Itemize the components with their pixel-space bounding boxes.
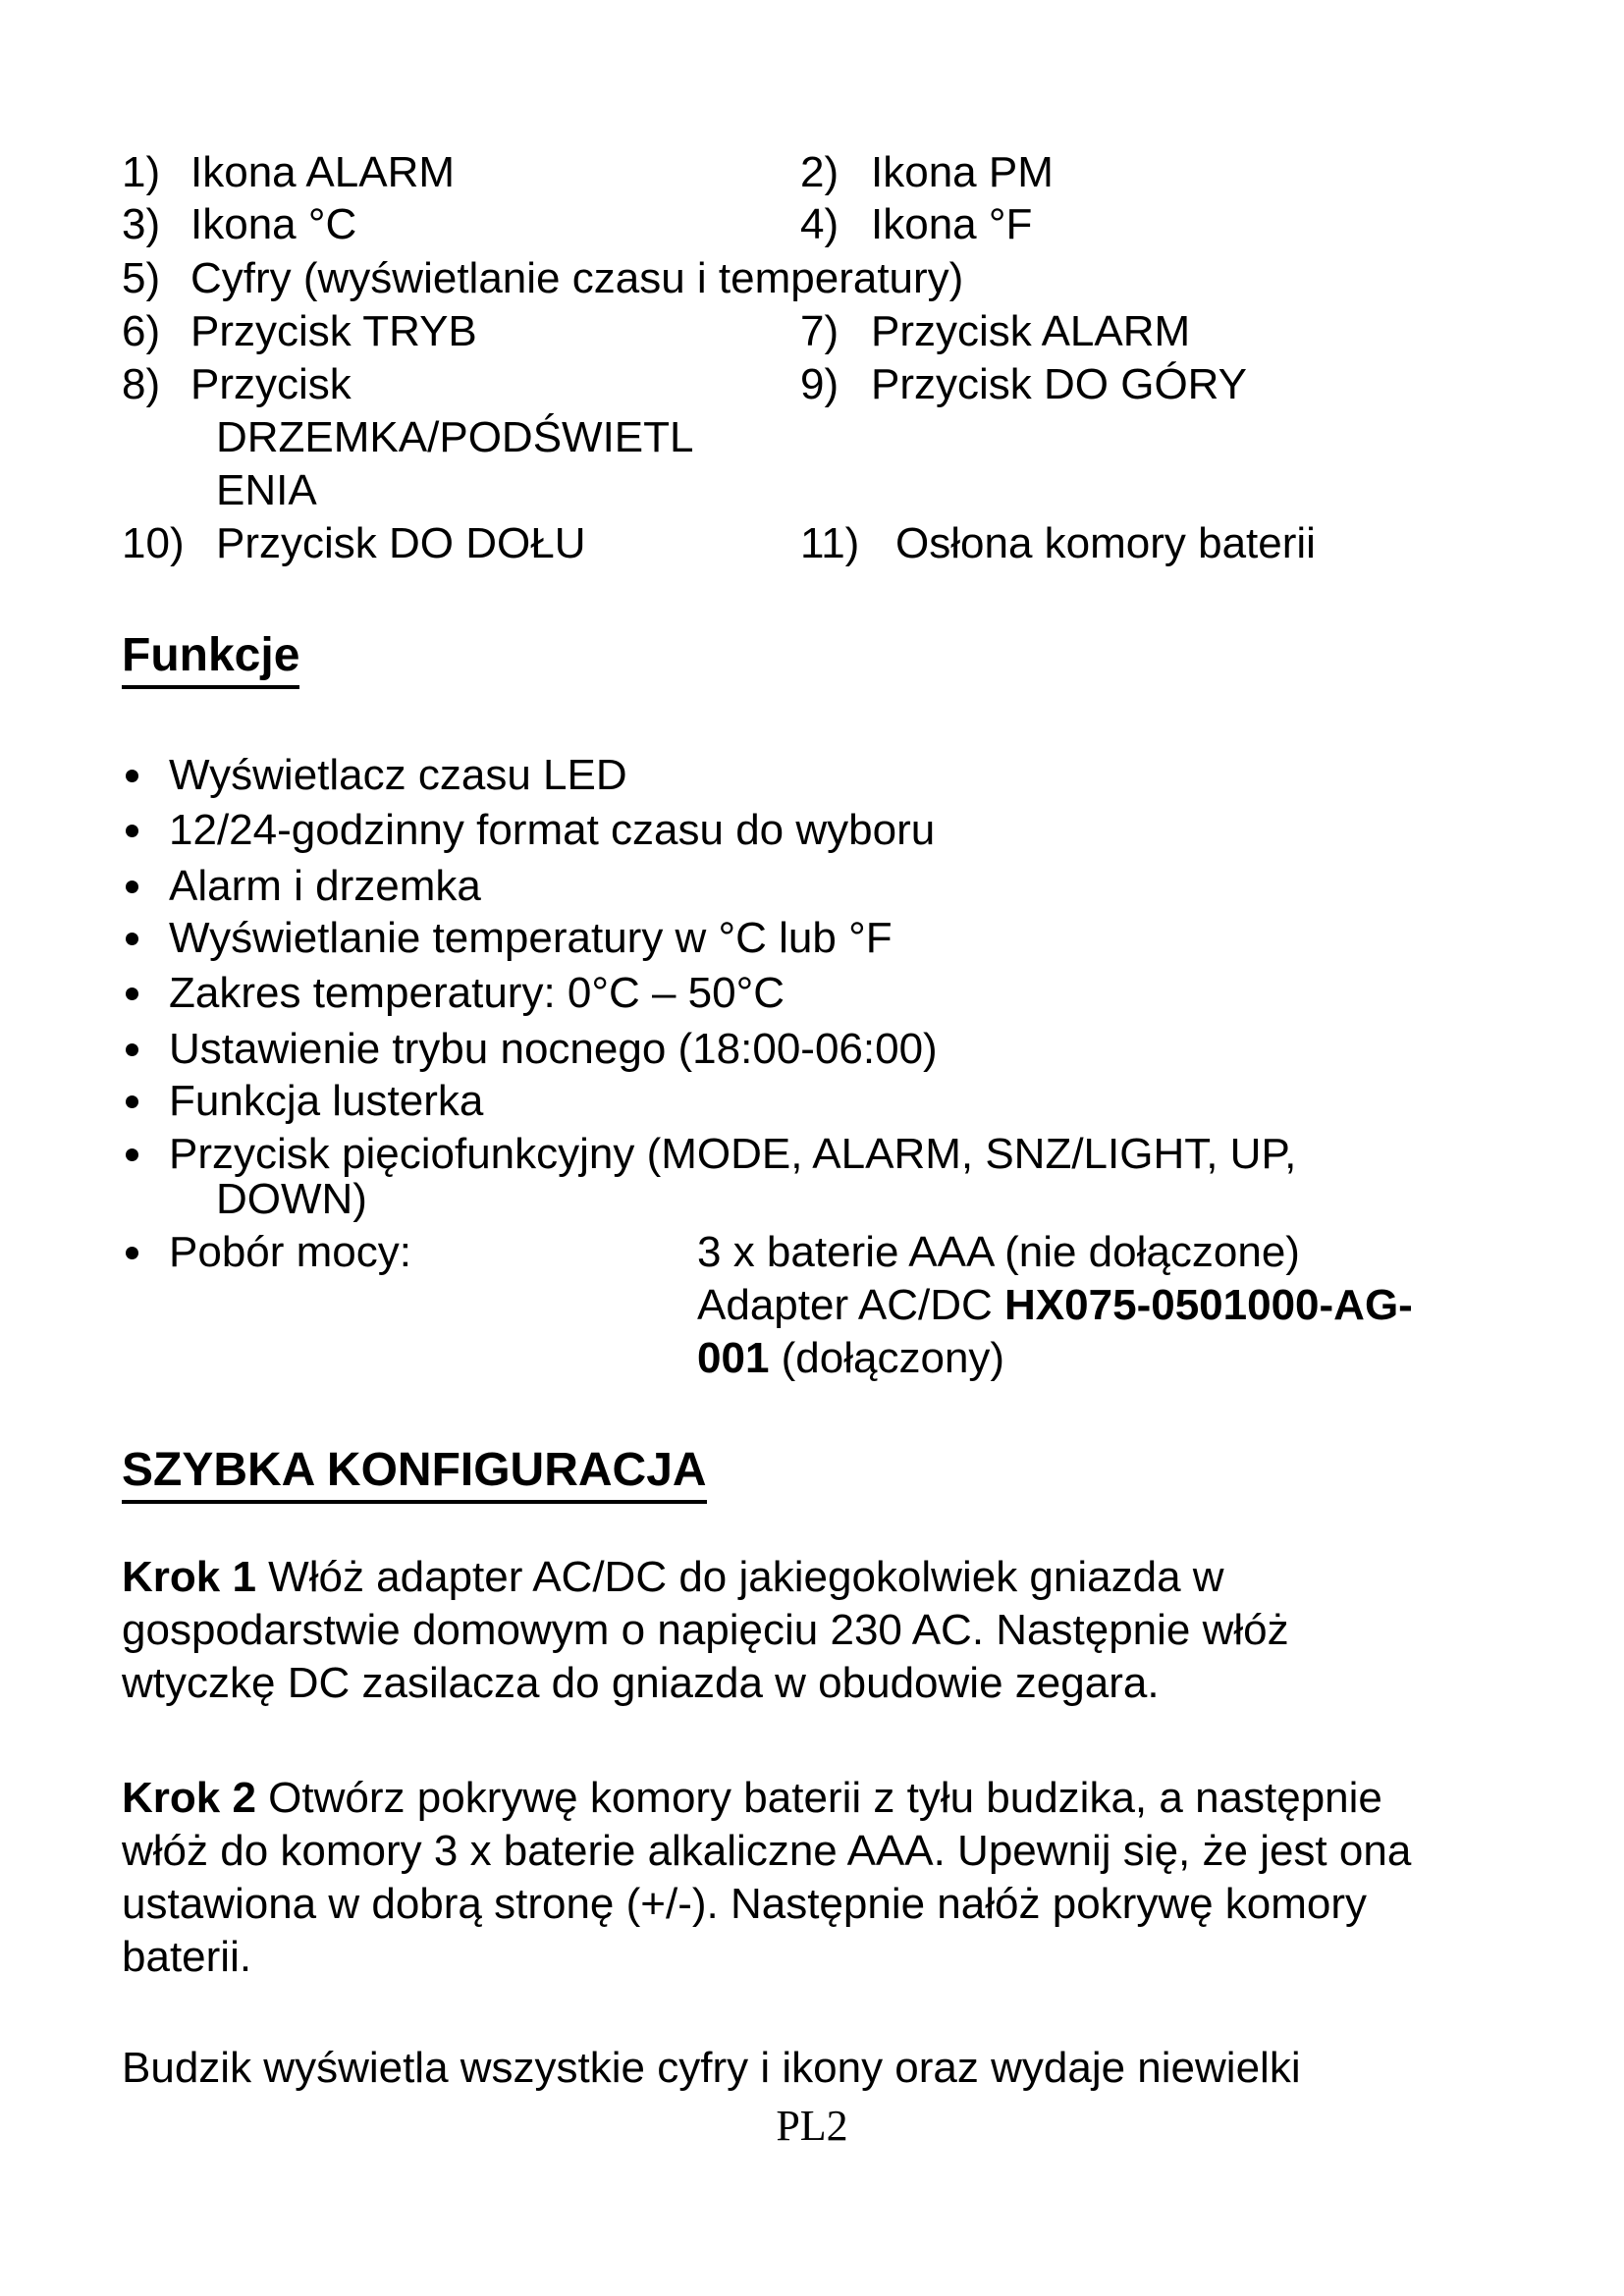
part-label: Osłona komory baterii: [895, 519, 1316, 567]
part-number: 11): [800, 519, 860, 567]
bullet-icon: [126, 1247, 138, 1259]
step-2-label: Krok 2: [122, 1774, 256, 1822]
bullet-icon: [126, 1095, 138, 1108]
part-label: Przycisk: [190, 360, 352, 408]
bullet-icon: [126, 770, 138, 782]
bullet-icon: [126, 1148, 138, 1161]
bullet-icon: [126, 933, 138, 945]
part-number: 10): [122, 519, 185, 567]
page-number: PL2: [776, 2102, 848, 2150]
bullet-icon: [126, 881, 138, 893]
power-label: Pobór mocy:: [169, 1228, 411, 1276]
part-number: 7): [800, 307, 839, 355]
power-adapter-cont: 001 (dołączony): [697, 1334, 1005, 1382]
feature-item-cont: DOWN): [216, 1175, 367, 1223]
feature-item: Przycisk pięciofunkcyjny (MODE, ALARM, SNZ/LIGHT, UP,: [169, 1130, 1297, 1178]
part-label: Przycisk DO GÓRY: [871, 360, 1248, 408]
part-number: 9): [800, 360, 839, 408]
part-label: Ikona °C: [190, 200, 357, 248]
power-adapter: Adapter AC/DC HX075-0501000-AG-: [697, 1281, 1413, 1329]
feature-item: Wyświetlacz czasu LED: [169, 751, 627, 799]
part-number: 6): [122, 307, 161, 355]
part-number: 5): [122, 254, 161, 302]
feature-item: Zakres temperatury: 0°C – 50°C: [169, 969, 785, 1017]
part-label-cont: DRZEMKA/PODŚWIETL: [216, 413, 694, 461]
power-value: 3 x baterie AAA (nie dołączone): [697, 1228, 1300, 1276]
closing-paragraph: Budzik wyświetla wszystkie cyfry i ikony oraz wydaje niewielki: [122, 2044, 1301, 2092]
quick-setup-heading: SZYBKA KONFIGURACJA: [122, 1443, 707, 1504]
features-heading: Funkcje: [122, 628, 299, 689]
bullet-icon: [126, 1043, 138, 1056]
step-1-paragraph: Krok 1 Włóż adapter AC/DC do jakiegokolwiek gniazda w gospodarstwie domowym o napięciu 230 AC. Następnie włóż wtyczkę DC zasilacza do gniazda w obudowie zegara.: [122, 1553, 1289, 1707]
feature-item: 12/24-godzinny format czasu do wyboru: [169, 806, 936, 854]
part-label: Przycisk DO DOŁU: [216, 519, 586, 567]
part-label: Przycisk TRYB: [190, 307, 477, 355]
part-label: Ikona PM: [871, 148, 1054, 196]
bullet-icon: [126, 825, 138, 837]
part-label: Przycisk ALARM: [871, 307, 1191, 355]
part-number: 4): [800, 200, 839, 248]
feature-item: Ustawienie trybu nocnego (18:00-06:00): [169, 1025, 938, 1073]
feature-item: Wyświetlanie temperatury w °C lub °F: [169, 914, 893, 962]
part-number: 3): [122, 200, 161, 248]
feature-item: Funkcja lusterka: [169, 1077, 484, 1125]
part-label: Ikona °F: [871, 200, 1033, 248]
bullet-icon: [126, 988, 138, 1000]
feature-item: Alarm i drzemka: [169, 862, 481, 910]
step-1-label: Krok 1: [122, 1553, 256, 1601]
part-label-cont: ENIA: [216, 466, 317, 514]
part-number: 2): [800, 148, 839, 196]
part-label: Ikona ALARM: [190, 148, 456, 196]
part-number: 1): [122, 148, 161, 196]
part-number: 8): [122, 360, 161, 408]
step-2-paragraph: Krok 2 Otwórz pokrywę komory baterii z tyłu budzika, a następnie włóż do komory 3 x baterie alkaliczne AAA. Upewnij się, że jest ona ustawiona w dobrą stronę (+/-). Następnie nałóż pokrywę komory baterii.: [122, 1774, 1412, 1981]
part-label: Cyfry (wyświetlanie czasu i temperatury): [190, 254, 964, 302]
